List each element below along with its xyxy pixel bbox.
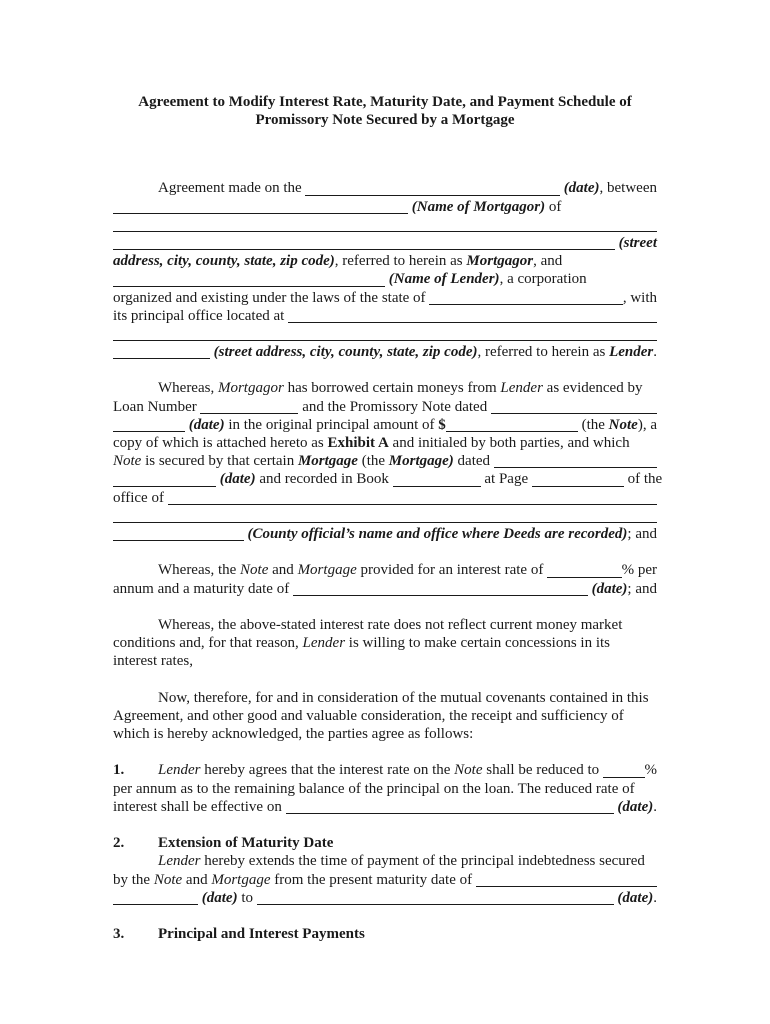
text-run: Mortgagor <box>217 380 284 397</box>
document-line <box>113 507 657 525</box>
text-run: Now, therefore, for and in consideration of the mutual covenants contained in this <box>158 689 649 706</box>
document-title <box>113 93 657 129</box>
blank-field <box>113 507 657 523</box>
document-line <box>113 379 657 397</box>
whereas-interest-rate-paragraph <box>113 561 657 597</box>
text-run: its principal office located at <box>113 307 289 324</box>
text-run: annum and a maturity date of <box>113 580 293 597</box>
text-run: % per <box>621 562 657 579</box>
opening-paragraph <box>113 179 657 361</box>
blank-field <box>113 343 210 359</box>
first-line-indent <box>113 852 158 870</box>
blank-field <box>113 234 615 250</box>
blank-field <box>532 470 624 486</box>
text-run: Mortgage <box>297 562 357 579</box>
blank-field <box>113 325 657 341</box>
document-line <box>113 489 657 507</box>
document-line <box>113 270 657 288</box>
text-run: which is hereby acknowledged, the parties agree as follows: <box>113 726 474 742</box>
text-run: Lender <box>158 853 201 870</box>
blank-field <box>393 470 481 486</box>
text-run: of the <box>623 471 663 488</box>
text-run: (date) <box>201 889 238 906</box>
first-line-indent <box>113 689 158 707</box>
text-run: conditions and, for that reason, <box>113 635 303 652</box>
first-line-indent <box>113 379 158 397</box>
document-line <box>113 725 657 743</box>
document-line <box>113 634 657 652</box>
blank-field <box>113 198 408 214</box>
text-run: provided for an interest rate of <box>356 562 548 579</box>
text-run: Mortgage <box>297 453 358 470</box>
text-run: (street <box>618 234 657 251</box>
first-line-indent <box>113 561 158 579</box>
text-run: address, city, county, state, zip code) <box>113 253 335 270</box>
text-run: , a corporation <box>499 271 587 288</box>
text-run: hereby agrees that the interest rate on the <box>200 762 455 779</box>
text-run: Lender <box>302 635 346 652</box>
text-run: to <box>237 889 257 906</box>
blank-field <box>547 561 622 577</box>
document-line <box>113 852 657 870</box>
document-line <box>113 889 657 907</box>
text-run: ; and <box>627 525 657 542</box>
text-run: Agreement, and other good and valuable consideration, the receipt and sufficiency of <box>113 707 624 724</box>
document-line <box>113 925 657 943</box>
text-run: Loan Number <box>113 398 201 415</box>
document-line <box>113 525 657 543</box>
document-line <box>113 689 657 707</box>
text-run: (the <box>577 416 609 433</box>
text-run: , with <box>622 289 657 306</box>
text-run: Agreement made on the <box>158 180 306 197</box>
document-line <box>113 452 657 470</box>
text-run: (the <box>357 453 389 470</box>
text-run: is willing to make certain concessions in its <box>345 635 611 652</box>
clause-number: 3. <box>113 926 125 943</box>
text-run: , between <box>599 180 657 197</box>
document-title-line-1: Agreement to Modify Interest Rate, Maturity Date, and Payment Schedule of <box>138 94 632 110</box>
document-body <box>113 179 663 943</box>
text-run: Note <box>608 416 638 433</box>
text-run: Extension of Maturity Date <box>158 835 334 852</box>
clause-3 <box>113 925 657 943</box>
text-run: % <box>644 762 657 779</box>
blank-field <box>446 416 578 432</box>
text-run: Lender <box>500 380 543 397</box>
text-run: Lender <box>158 762 201 779</box>
text-run: (date) <box>563 180 600 197</box>
text-run: is secured by that certain <box>141 453 298 470</box>
blank-field <box>200 398 298 414</box>
text-run: . <box>653 889 657 906</box>
text-run: (Name of Lender) <box>388 271 500 288</box>
text-run: hereby extends the time of payment of the principal indebtedness secured <box>200 853 645 870</box>
text-run: (County official’s name and office where Deeds are recorded) <box>247 525 628 542</box>
document-line <box>113 580 657 598</box>
document-line <box>113 416 657 434</box>
document-line <box>113 434 657 452</box>
text-run: and <box>268 562 298 579</box>
document-line <box>113 289 657 307</box>
now-therefore-paragraph <box>113 689 657 744</box>
document-line <box>113 616 657 634</box>
blank-field <box>113 216 657 232</box>
document-content <box>113 93 663 943</box>
text-run: (date) <box>591 580 628 597</box>
document-title-line-2: Promissory Note Secured by a Mortgage <box>255 112 515 129</box>
document-line <box>113 561 657 579</box>
first-line-indent <box>113 179 158 197</box>
document-line <box>113 798 657 816</box>
whereas-loan-paragraph <box>113 379 663 543</box>
text-run: dated <box>453 453 494 470</box>
blank-field <box>494 452 657 468</box>
text-run: Mortgagor <box>466 253 534 270</box>
blank-field <box>113 889 198 905</box>
blank-field <box>113 525 244 541</box>
text-run: Mortgage) <box>388 453 454 470</box>
document-line <box>113 871 657 889</box>
blank-field <box>113 470 216 486</box>
blank-field <box>429 289 623 305</box>
text-run: per annum as to the remaining balance of the principal on the loan. The reduced rate of <box>113 780 635 797</box>
text-run: in the original principal amount of <box>224 416 439 433</box>
text-run: interest shall be effective on <box>113 798 286 815</box>
document-line <box>113 307 657 325</box>
text-run: . <box>653 798 657 815</box>
text-run: Whereas, <box>158 380 218 397</box>
text-run: Exhibit A <box>327 435 389 451</box>
text-run: copy of which is attached hereto as <box>113 435 328 451</box>
document-line <box>113 216 657 234</box>
document-line <box>113 780 657 798</box>
document-line <box>113 198 657 216</box>
text-run: office of <box>113 489 168 506</box>
text-run: and recorded in Book <box>255 471 393 488</box>
text-run: (date) <box>617 889 654 906</box>
document-line <box>113 834 657 852</box>
document-line <box>113 707 657 725</box>
blank-field <box>603 761 645 777</box>
blank-field <box>168 489 657 505</box>
text-run: shall be reduced to <box>482 762 603 779</box>
blank-field <box>257 889 614 905</box>
text-run: , referred to herein as <box>334 253 467 270</box>
blank-field <box>288 307 657 323</box>
text-run: Lender <box>609 344 654 361</box>
text-run: by the <box>113 871 154 888</box>
text-run: from the present maturity date of <box>270 871 476 888</box>
text-run: (Name of Mortgagor) <box>411 198 546 215</box>
clause-2 <box>113 834 657 907</box>
text-run: and initialed by both parties, and which <box>388 435 630 451</box>
text-run: . <box>653 344 657 361</box>
text-run: and the Promissory Note dated <box>298 398 491 415</box>
text-run: Whereas, the <box>158 562 241 579</box>
text-run: (date) <box>188 416 225 433</box>
text-run: has borrowed certain moneys from <box>283 380 501 397</box>
document-line <box>113 234 657 252</box>
document-line <box>113 252 657 270</box>
text-run: interest rates, <box>113 653 193 670</box>
document-line <box>113 470 663 488</box>
text-run: Principal and Interest Payments <box>158 926 365 943</box>
text-run: Note <box>113 453 142 470</box>
text-run: Whereas, the above-stated interest rate does not reflect current money market <box>158 616 623 633</box>
blank-field <box>113 416 185 432</box>
text-run: Note <box>240 562 269 579</box>
first-line-indent <box>113 616 158 634</box>
blank-field <box>113 270 385 286</box>
text-run: (date) <box>219 471 256 488</box>
blank-field <box>305 179 559 195</box>
text-run: organized and existing under the laws of the state of <box>113 289 430 306</box>
document-line <box>113 398 657 416</box>
document-line <box>113 343 657 361</box>
clause-number: 2. <box>113 835 125 852</box>
document-line <box>113 652 657 670</box>
text-run: $ <box>438 416 446 433</box>
text-run: at Page <box>480 471 532 488</box>
document-line <box>113 179 657 197</box>
text-run: Mortgage <box>211 871 271 888</box>
text-run: of <box>545 198 562 215</box>
text-run: , and <box>533 253 563 270</box>
whereas-market-paragraph <box>113 616 657 671</box>
text-run: as evidenced by <box>542 380 643 397</box>
text-run: Note <box>454 762 483 779</box>
blank-field <box>286 798 614 814</box>
text-run: ), a <box>637 416 657 433</box>
clause-number: 1. <box>113 762 125 779</box>
text-run: and <box>182 871 212 888</box>
text-run: (date) <box>617 798 654 815</box>
document-line <box>113 325 657 343</box>
blank-field <box>293 580 588 596</box>
text-run: (street address, city, county, state, zip code) <box>213 344 478 361</box>
text-run: , referred to herein as <box>477 344 610 361</box>
text-run: ; and <box>627 580 657 597</box>
blank-field <box>476 871 657 887</box>
document-line <box>113 761 657 779</box>
blank-field <box>491 398 657 414</box>
text-run: Note <box>153 871 183 888</box>
clause-1 <box>113 761 657 816</box>
